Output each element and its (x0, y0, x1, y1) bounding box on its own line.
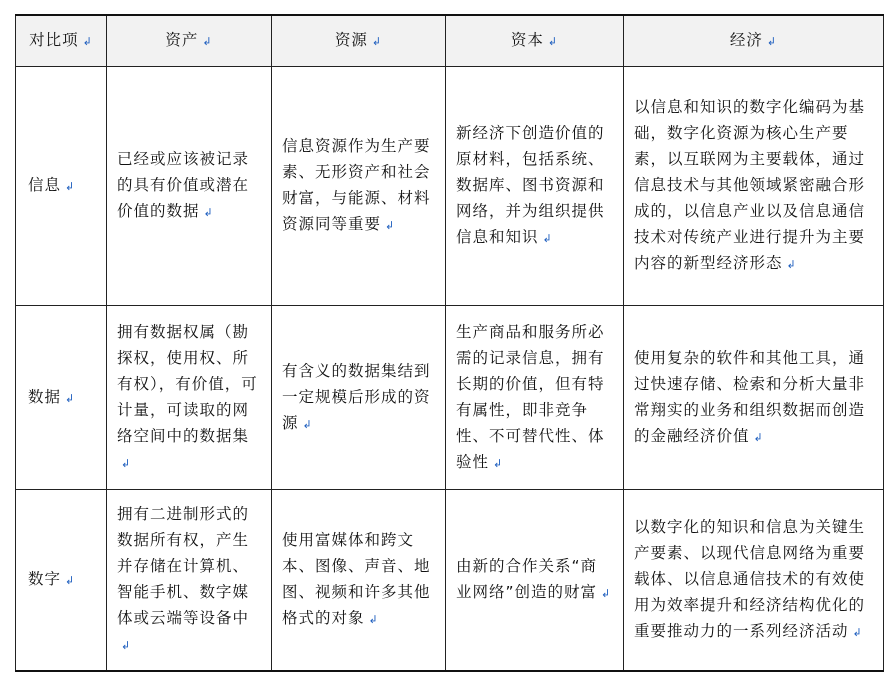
table-cell: 以信息和知识的数字化编码为基础，数字化资源为核心生产要素，以互联网为主要载体，通过信息技术与其他领域紧密融合形成的，以信息产业以及信息通信技术对传统产业进行提升为主要内容的新型经济形态 ↲ (624, 67, 884, 306)
header-cell: 资本 ↲ (446, 15, 624, 67)
table-cell: 由新的合作关系“商业网络”创造的财富 ↲ (446, 490, 624, 672)
row-label: 数据 ↲ (16, 306, 107, 490)
header-cell: 经济 ↲ (624, 15, 884, 67)
table-cell: 以数字化的知识和信息为关键生产要素、以现代信息网络为重要载体、以信息通信技术的有效使用为效率提升和经济结构优化的重要推动力的一系列经济活动 ↲ (624, 490, 884, 672)
header-cell: 资源 ↲ (272, 15, 446, 67)
row-label: 信息 ↲ (16, 67, 107, 306)
table-row (16, 490, 884, 672)
table-cell: 使用富媒体和跨文本、图像、声音、地图、视频和许多其他格式的对象 ↲ (272, 490, 446, 672)
comparison-table-wrapper (15, 14, 883, 672)
table-cell: 有含义的数据集结到一定规模后形成的资源 ↲ (272, 306, 446, 490)
header-cell: 资产 ↲ (107, 15, 272, 67)
table-cell: 拥有二进制形式的数据所有权，产生并存储在计算机、智能手机、数字媒体或云端等设备中↲ (107, 490, 272, 672)
header-cell: 对比项 ↲ (16, 15, 107, 67)
table-cell: 生产商品和服务所必需的记录信息，拥有长期的价值，但有特有属性，即非竞争性、不可替代性、体验性 ↲ (446, 306, 624, 490)
comparison-table (15, 14, 884, 672)
table-row (16, 67, 884, 306)
header-row (16, 15, 884, 67)
table-cell: 拥有数据权属（勘探权，使用权、所有权），有价值，可计量，可读取的网络空间中的数据集↲ (107, 306, 272, 490)
table-cell: 新经济下创造价值的原材料，包括系统、数据库、图书资源和网络，并为组织提供信息和知识 ↲ (446, 67, 624, 306)
table-cell: 已经或应该被记录的具有价值或潜在价值的数据 ↲ (107, 67, 272, 306)
table-row (16, 306, 884, 490)
row-label: 数字 ↲ (16, 490, 107, 672)
table-cell: 信息资源作为生产要素、无形资产和社会财富，与能源、材料资源同等重要 ↲ (272, 67, 446, 306)
table-cell: 使用复杂的软件和其他工具，通过快速存储、检索和分析大量非常翔实的业务和组织数据而创造的金融经济价值 ↲ (624, 306, 884, 490)
